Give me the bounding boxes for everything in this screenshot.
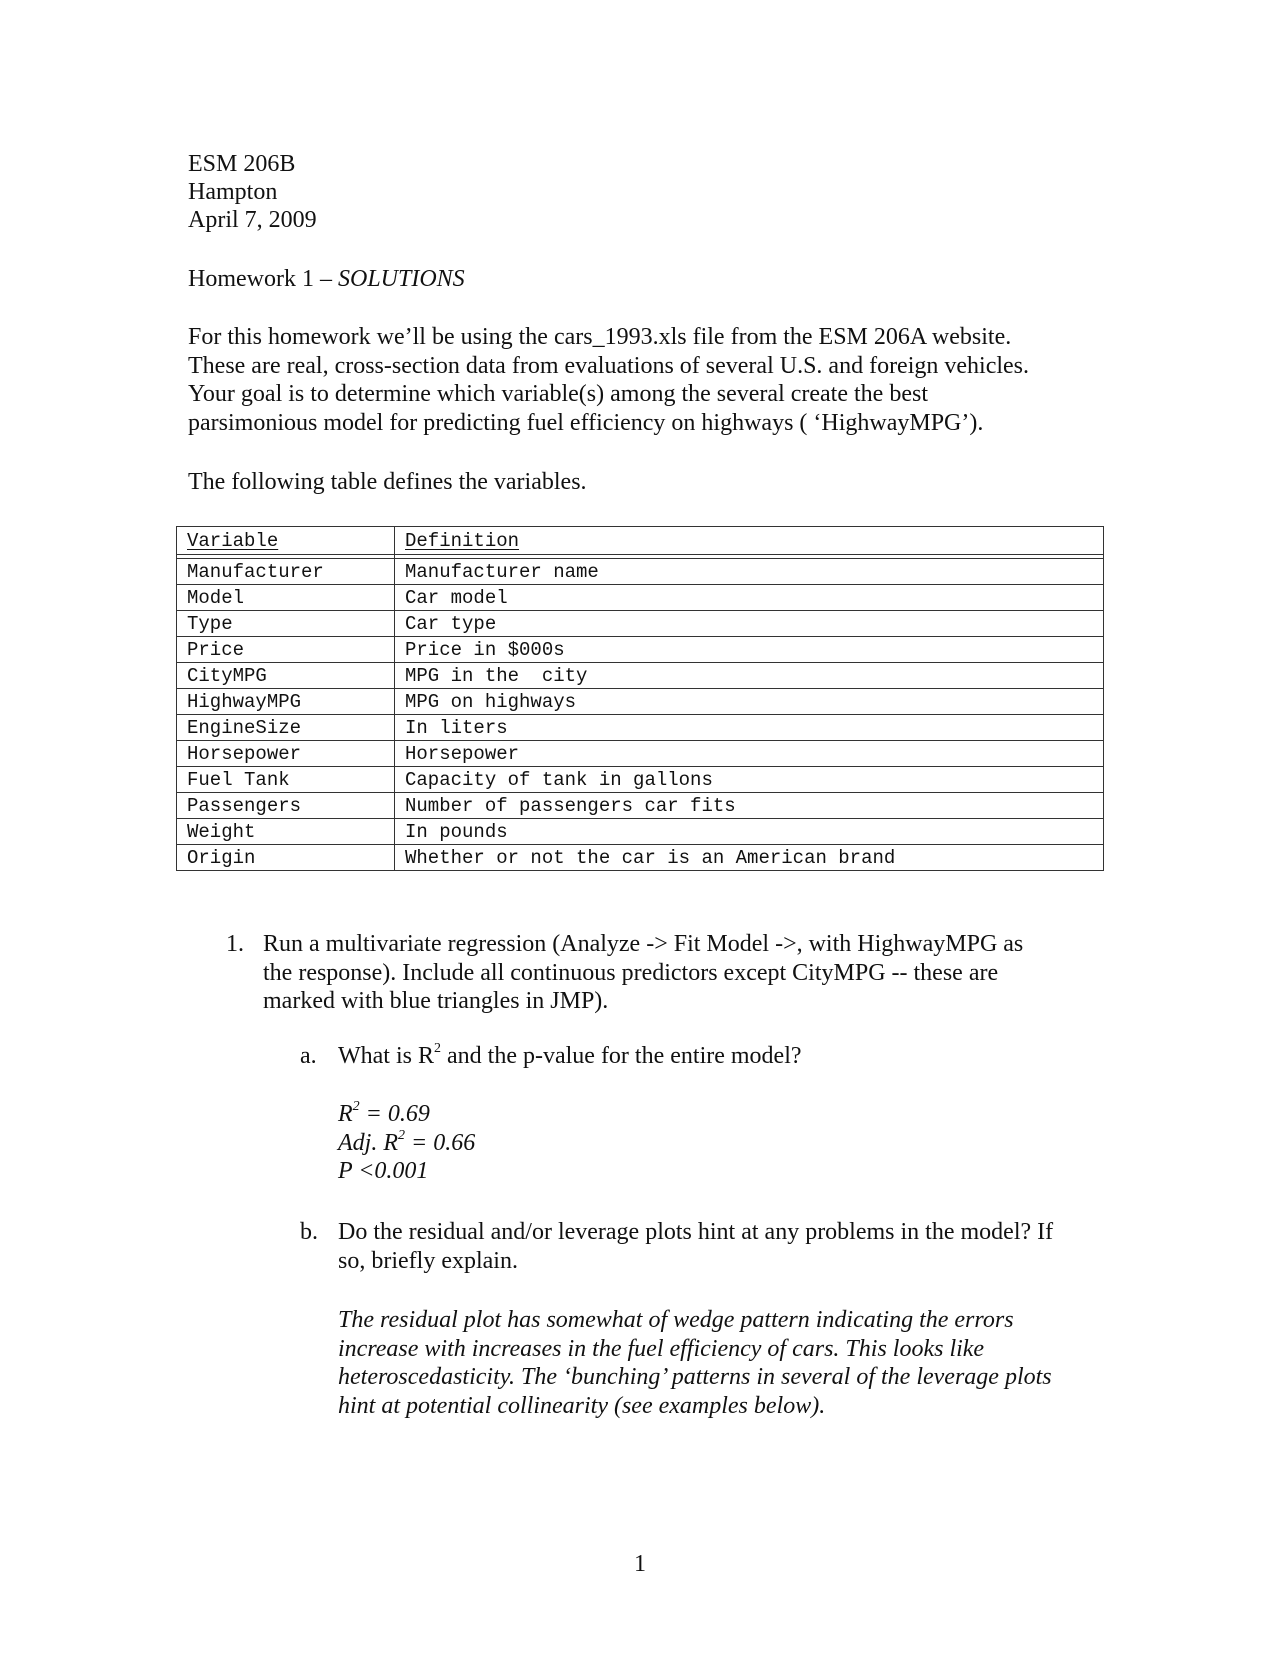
question-1-number: 1. — [226, 931, 244, 957]
homework-title — [188, 265, 465, 293]
part-a-question-sup: 2 — [434, 1041, 441, 1056]
document-date: April 7, 2009 — [188, 207, 317, 233]
table-row — [177, 611, 1104, 637]
definition-cell: Car model — [395, 585, 1104, 611]
definition-cell: Manufacturer name — [395, 559, 1104, 585]
definition-cell: Price in $000s — [395, 637, 1104, 663]
part-b-question — [338, 1218, 1053, 1275]
homework-title-prefix: Homework 1 – — [188, 266, 332, 292]
table-row — [177, 585, 1104, 611]
definition-cell: Number of passengers car fits — [395, 793, 1104, 819]
definition-cell: Whether or not the car is an American brand — [395, 845, 1104, 871]
variable-cell: Type — [177, 611, 395, 637]
definition-cell: Car type — [395, 611, 1104, 637]
part-a-question-post: and the p-value for the entire model? — [441, 1043, 802, 1069]
table-row — [177, 559, 1104, 585]
header-variable: Variable — [177, 527, 395, 555]
question-1-line: Run a multivariate regression (Analyze -> Fit Model ->, with HighwayMPG as — [263, 931, 1024, 957]
table-intro: The following table defines the variables. — [188, 469, 587, 495]
definition-cell: Capacity of tank in gallons — [395, 767, 1104, 793]
intro-line: For this homework we’ll be using the cars_1993.xls file from the ESM 206A website. — [188, 324, 1012, 350]
part-b-answer-line: The residual plot has somewhat of wedge pattern indicating the errors — [338, 1307, 1014, 1333]
intro-line: parsimonious model for predicting fuel efficiency on highways ( ‘HighwayMPG’). — [188, 409, 984, 436]
definition-cell: MPG in the city — [395, 663, 1104, 689]
definition-cell: MPG on highways — [395, 689, 1104, 715]
part-b-answer-line: hint at potential collinearity (see examples below). — [338, 1392, 826, 1419]
page-number: 1 — [634, 1551, 646, 1577]
part-a-question — [338, 1042, 802, 1070]
definition-cell: In pounds — [395, 819, 1104, 845]
variable-cell: Model — [177, 585, 395, 611]
part-b-answer-line: heteroscedasticity. The ‘bunching’ patterns in several of the leverage plots — [338, 1364, 1052, 1391]
variable-cell: Origin — [177, 845, 395, 871]
adj-post: = 0.66 — [405, 1129, 476, 1156]
header-definition: Definition — [395, 527, 1104, 555]
part-b-question-line: Do the residual and/or leverage plots hint at any problems in the model? If — [338, 1219, 1054, 1245]
part-b-label: b. — [300, 1219, 318, 1245]
table-row — [177, 689, 1104, 715]
variable-cell: EngineSize — [177, 715, 395, 741]
question-1-text — [263, 930, 1083, 1016]
table-row — [177, 663, 1104, 689]
adj-pre: Adj. R — [338, 1129, 398, 1156]
variable-cell: HighwayMPG — [177, 689, 395, 715]
table-row — [177, 767, 1104, 793]
part-b-answer — [338, 1306, 1052, 1420]
definition-cell: Horsepower — [395, 741, 1104, 767]
variables-table — [176, 526, 1104, 871]
part-a-answer — [338, 1100, 475, 1186]
intro-paragraph — [188, 323, 1088, 437]
document-header — [188, 150, 317, 234]
variable-cell: Weight — [177, 819, 395, 845]
adj-r-squared-answer — [338, 1129, 475, 1158]
adj-sup: 2 — [398, 1127, 405, 1143]
r2-pre: R — [338, 1101, 353, 1127]
variable-cell: Passengers — [177, 793, 395, 819]
r-squared-answer — [338, 1100, 475, 1129]
variable-cell: Price — [177, 637, 395, 663]
table-row — [177, 715, 1104, 741]
table-row — [177, 793, 1104, 819]
r2-post: = 0.69 — [359, 1101, 430, 1127]
variable-cell: Manufacturer — [177, 559, 395, 585]
part-a-question-pre: What is R — [338, 1043, 434, 1069]
table-row — [177, 845, 1104, 871]
question-1-line: the response). Include all continuous predictors except CityMPG -- these are — [263, 959, 999, 986]
instructor-name: Hampton — [188, 179, 278, 205]
course-name: ESM 206B — [188, 151, 296, 177]
table-header-row — [177, 527, 1104, 555]
part-b-question-line: so, briefly explain. — [338, 1247, 518, 1274]
table-row — [177, 819, 1104, 845]
r2-sup: 2 — [352, 1099, 360, 1114]
p-value-answer: P <0.001 — [338, 1158, 429, 1185]
variable-cell: CityMPG — [177, 663, 395, 689]
part-a-label: a. — [300, 1043, 317, 1069]
intro-line: These are real, cross-section data from evaluations of several U.S. and foreign vehicles. — [188, 352, 1030, 379]
part-b-answer-line: increase with increases in the fuel efficiency of cars. This looks like — [338, 1335, 985, 1362]
question-1-line: marked with blue triangles in JMP). — [263, 988, 609, 1015]
homework-title-emphasis: SOLUTIONS — [337, 266, 465, 292]
table-row — [177, 637, 1104, 663]
variable-cell: Fuel Tank — [177, 767, 395, 793]
intro-line: Your goal is to determine which variable(s) among the several create the best — [188, 381, 928, 408]
table-row — [177, 741, 1104, 767]
variable-cell: Horsepower — [177, 741, 395, 767]
definition-cell: In liters — [395, 715, 1104, 741]
